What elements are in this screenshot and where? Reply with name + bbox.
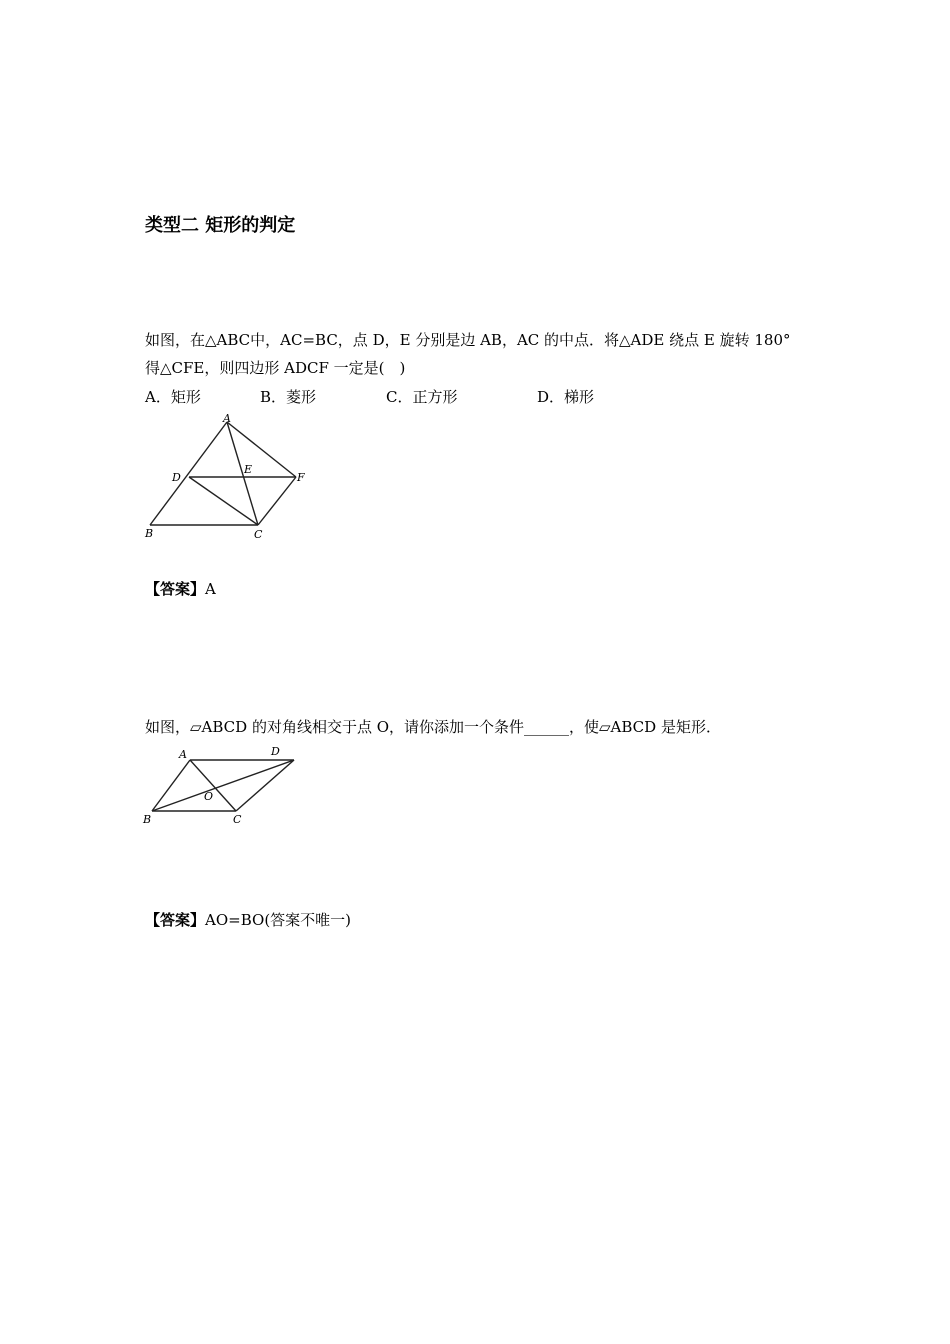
figure-parallelogram	[140, 744, 300, 829]
label-a: A	[179, 748, 187, 761]
label-c: C	[233, 813, 242, 826]
diagonal-ac	[190, 760, 236, 811]
answer-2	[145, 909, 351, 930]
answer-value: AO=BO(答案不唯一)	[205, 911, 352, 929]
segment-ac	[227, 422, 258, 525]
segment-fc	[258, 477, 296, 525]
question-1-line-2: 得△CFE，则四边形 ADCF 一定是( )	[145, 359, 406, 377]
answer-1	[145, 578, 216, 599]
label-f: F	[297, 471, 305, 484]
segment-cd	[236, 760, 294, 811]
question-1-line-1: 如图，在△ABC中，AC=BC，点 D，E 分别是边 AB，AC 的中点．将△ADE 绕点 E 旋转 180°	[145, 331, 791, 349]
answer-blank[interactable]: ______	[524, 718, 570, 736]
option-d: D．梯形	[537, 388, 595, 406]
section-title: 类型二 矩形的判定	[145, 215, 296, 236]
option-a: A．矩形	[145, 388, 201, 406]
segment-ba	[150, 422, 227, 525]
label-e: E	[244, 463, 253, 476]
label-a: A	[223, 412, 231, 425]
answer-label: 【答案】	[145, 911, 206, 929]
segment-dc	[189, 477, 258, 525]
segment-ab	[152, 760, 190, 811]
figure-triangle-rotation	[140, 412, 320, 547]
option-c: C．正方形	[386, 388, 458, 406]
answer-value: A	[205, 580, 216, 598]
question-2	[145, 716, 721, 738]
label-b: B	[145, 527, 154, 540]
question-2-text-before: 如图，▱ABCD 的对角线相交于点 O，请你添加一个条件	[145, 718, 525, 736]
label-d: D	[271, 745, 280, 758]
segment-af	[227, 422, 296, 477]
label-o: O	[204, 790, 214, 803]
diagonal-bd	[152, 760, 294, 811]
option-b: B．菱形	[260, 388, 317, 406]
label-b: B	[143, 813, 152, 826]
question-2-text-after: ，使▱ABCD 是矩形．	[569, 718, 721, 736]
label-c: C	[254, 528, 263, 541]
label-d: D	[172, 471, 181, 484]
answer-label: 【答案】	[145, 580, 206, 598]
